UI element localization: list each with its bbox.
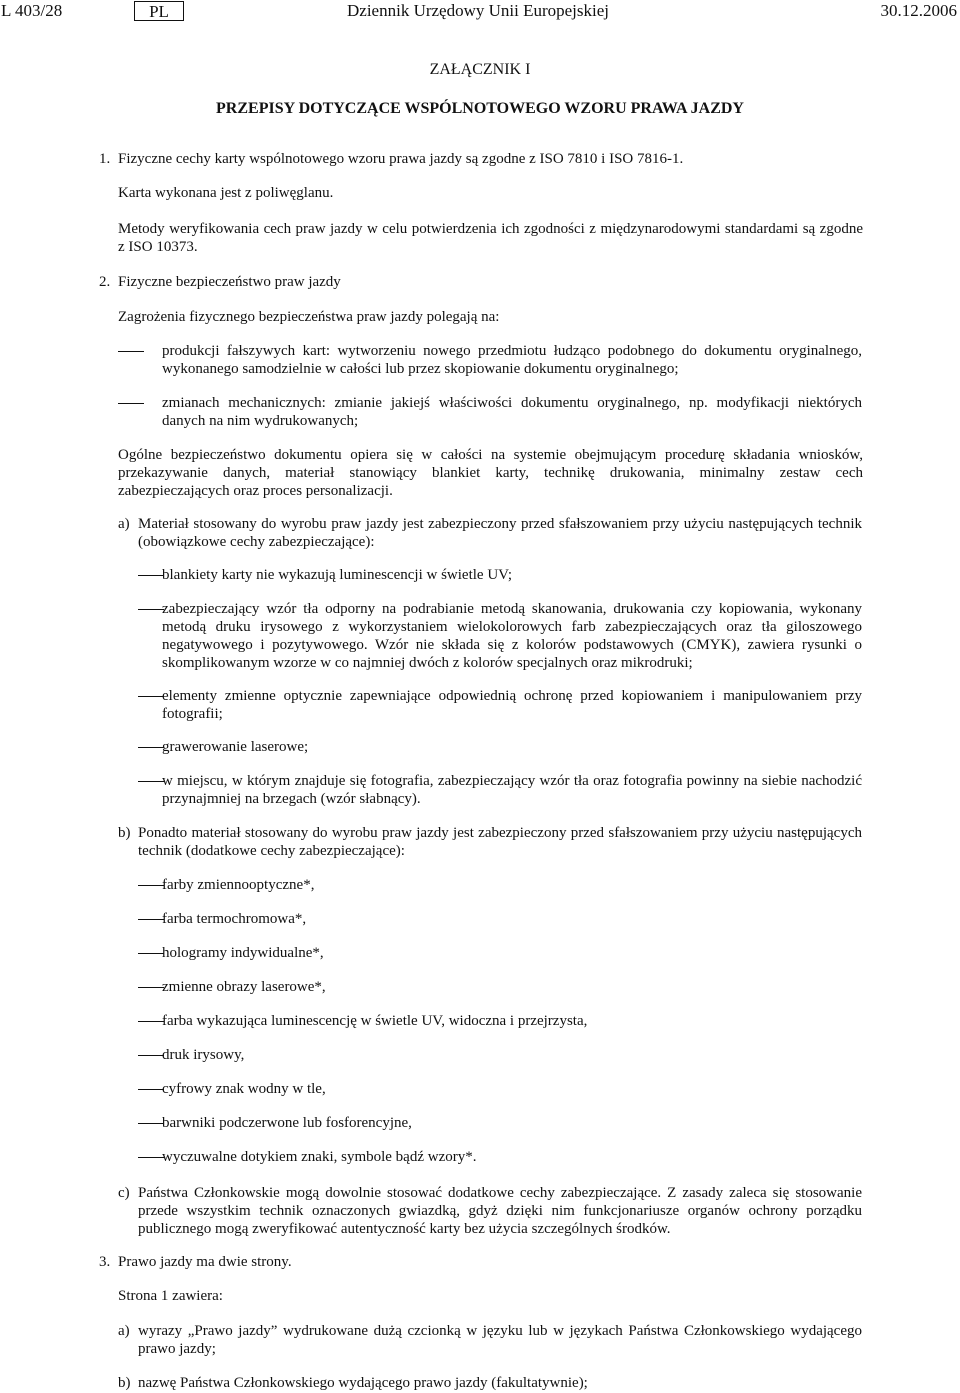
threat-item: zmianach mechanicznych: zmianie jakiejś właściwości dokumentu oryginalnego, np. modyfikacji niektórych danych na nim wydrukowanych;	[162, 395, 862, 429]
item-c-label: c)	[118, 1185, 130, 1201]
side-1-item-label: b)	[118, 1375, 131, 1391]
dash-bullet	[138, 609, 164, 610]
dash-bullet	[138, 747, 164, 748]
dash-bullet	[138, 987, 164, 988]
dash-bullet	[138, 575, 164, 576]
dash-bullet	[138, 1089, 164, 1090]
side-1-item-text: wyrazy „Prawo jazdy” wydrukowane dużą czcionką w języku lub w językach Państwa Członkowskiego wydającego prawo jazdy;	[138, 1323, 862, 1357]
dash-bullet	[138, 885, 164, 886]
language-badge: PL	[134, 1, 184, 21]
document-title: PRZEPISY DOTYCZĄCE WSPÓLNOTOWEGO WZORU PRAWA JAZDY	[216, 100, 744, 117]
item-a-text: Materiał stosowany do wyrobu praw jazdy jest zabezpieczony przed sfałszowaniem przy użyciu następujących technik (obowiązkowe cechy zabezpieczające):	[138, 516, 862, 550]
section-3-number: 3.	[99, 1254, 111, 1270]
item-a-label: a)	[118, 516, 130, 532]
section-2-heading: Fizyczne bezpieczeństwo praw jazdy	[118, 274, 341, 290]
section-2-number: 2.	[99, 274, 111, 290]
section-3-heading: Prawo jazdy ma dwie strony.	[118, 1254, 292, 1270]
feature-item: barwniki podczerwone lub fosforencyjne,	[162, 1115, 412, 1131]
annex-label: ZAŁĄCZNIK I	[429, 61, 531, 78]
feature-item: grawerowanie laserowe;	[162, 739, 309, 755]
dash-bullet	[138, 953, 164, 954]
feature-item: druk irysowy,	[162, 1047, 245, 1063]
dash-bullet	[118, 351, 144, 352]
feature-item: farby zmiennooptyczne*,	[162, 877, 315, 893]
side-1-item-text: nazwę Państwa Członkowskiego wydającego prawo jazdy (fakultatywnie);	[138, 1375, 588, 1391]
section-1-line-2: Karta wykonana jest z poliwęglanu.	[118, 185, 334, 201]
item-b-label: b)	[118, 825, 131, 841]
journal-title: Dziennik Urzędowy Unii Europejskiej	[347, 1, 610, 20]
section-1-line-3: Metody weryfikowania cech praw jazdy w celu potwierdzenia ich zgodności z międzynarodowymi standardami są zgodne z ISO 10373.	[118, 221, 863, 255]
item-b-text: Ponadto materiał stosowany do wyrobu praw jazdy jest zabezpieczony przed sfałszowaniem przy użyciu następujących technik (dodatkowe cechy zabezpieczające):	[138, 825, 862, 859]
feature-item: hologramy indywidualne*,	[162, 945, 324, 961]
feature-item: zabezpieczający wzór tła odporny na podrabianie metodą skanowania, drukowania czy kopiowania, wykonany metodą druku irysowego z wykorzystaniem wielokolorowych farb zabezpieczających oraz tła giloszowego negatywowego i pozytywowego. Wzór nie składa się z kolorów podstawowych (CMYK), zawiera rysunki o skomplikowanym wzorze w co najmniej dwóch z kolorów specjalnych oraz mikrodruki;	[162, 601, 862, 671]
feature-item: farba termochromowa*,	[162, 911, 307, 927]
dash-bullet	[118, 403, 144, 404]
publication-date: 30.12.2006	[880, 1, 957, 20]
dash-bullet	[138, 1055, 164, 1056]
dash-bullet	[138, 1123, 164, 1124]
section-1-line-1: Fizyczne cechy karty wspólnotowego wzoru prawa jazdy są zgodne z ISO 7810 i ISO 7816-1.	[118, 151, 684, 167]
dash-bullet	[138, 781, 164, 782]
feature-item: blankiety karty nie wykazują luminescencji w świetle UV;	[162, 567, 513, 583]
feature-item: w miejscu, w którym znajduje się fotografia, zabezpieczający wzór tła oraz fotografia powinny na siebie nachodzić przynajmniej na brzegach (wzór słabnący).	[162, 773, 862, 807]
dash-bullet	[138, 1021, 164, 1022]
page-reference: L 403/28	[1, 1, 63, 20]
side-1-heading: Strona 1 zawiera:	[118, 1288, 223, 1304]
section-2-intro: Zagrożenia fizycznego bezpieczeństwa praw jazdy polegają na:	[118, 309, 500, 325]
threat-item: produkcji fałszywych kart: wytworzeniu nowego przedmiotu łudząco podobnego do dokumentu oryginalnego, wykonanego samodzielnie w całości lub przez skopiowanie dokumentu oryginalnego;	[162, 343, 862, 377]
feature-item: cyfrowy znak wodny w tle,	[162, 1081, 326, 1097]
dash-bullet	[138, 919, 164, 920]
dash-bullet	[138, 696, 164, 697]
section-1-number: 1.	[99, 151, 111, 167]
dash-bullet	[138, 1157, 164, 1158]
general-security-paragraph: Ogólne bezpieczeństwo dokumentu opiera się w całości na systemie obejmującym procedurę składania wniosków, przekazywanie danych, materiał stanowiący blankiet karty, technikę drukowania, minimalny zestaw cech zabezpieczających oraz proces personalizacji.	[118, 447, 863, 499]
side-1-item-label: a)	[118, 1323, 130, 1339]
feature-item: farba wykazująca luminescencję w świetle UV, widoczna i przejrzysta,	[162, 1013, 588, 1029]
feature-item: wyczuwalne dotykiem znaki, symbole bądź wzory*.	[162, 1149, 477, 1165]
item-c-text: Państwa Członkowskie mogą dowolnie stosować dodatkowe cechy zabezpieczające. Z zasady zaleca się stosowanie przede wszystkim technik oznaczonych gwiazdką, gdyż dzięki nim funkcjonariusze organów ochrony porządku publicznego mogą zweryfikować autentyczność karty bez użycia szczególnych środków.	[138, 1185, 862, 1237]
feature-item: elementy zmienne optycznie zapewniające odpowiednią ochronę przed kopiowaniem i manipulowaniem przy fotografii;	[162, 688, 862, 722]
feature-item: zmienne obrazy laserowe*,	[162, 979, 326, 995]
page-header	[0, 0, 960, 24]
